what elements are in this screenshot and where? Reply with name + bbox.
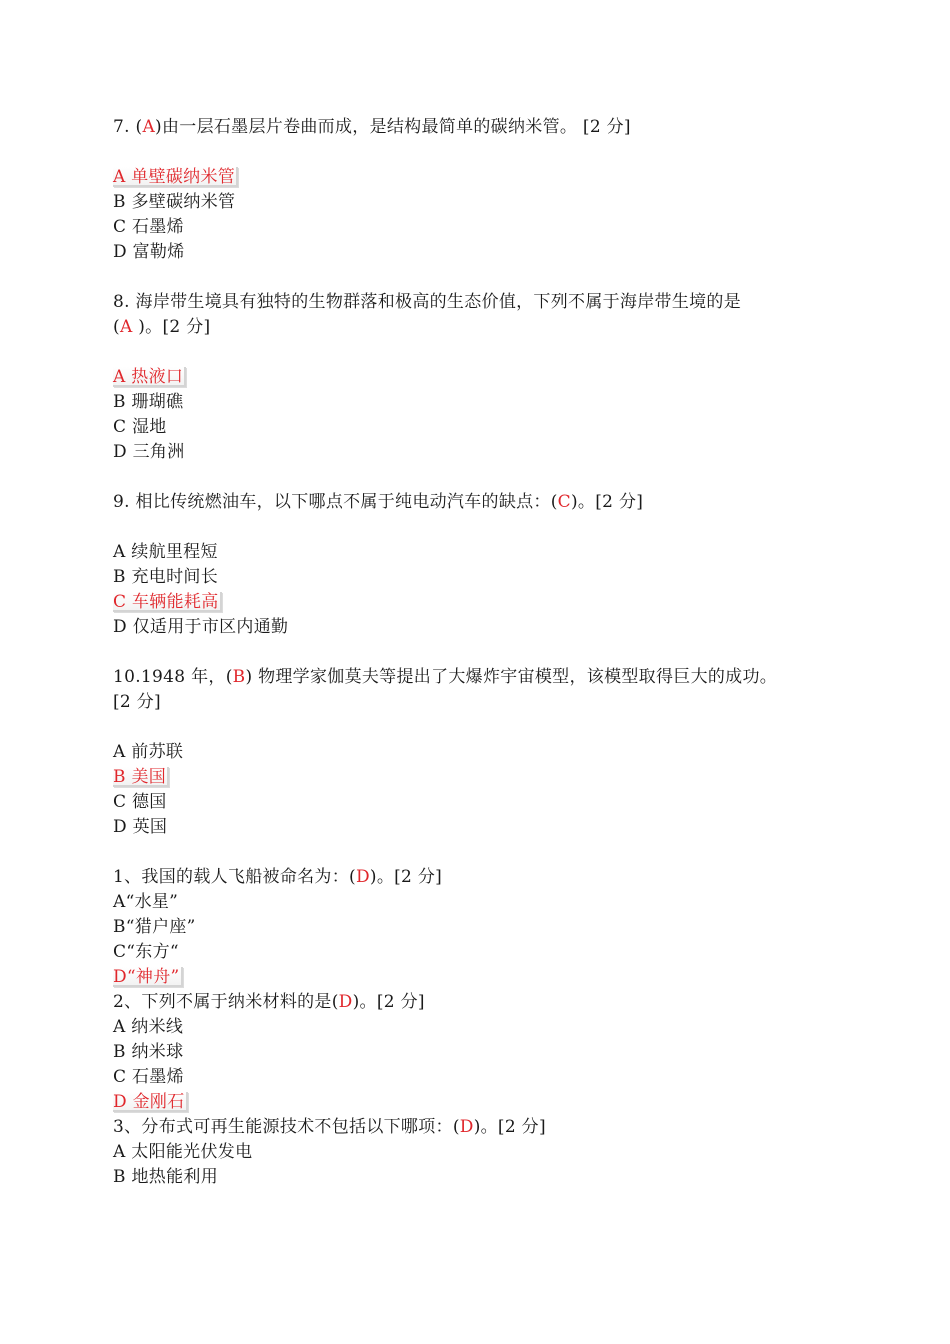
option: D 仅适用于市区内通勤: [113, 617, 289, 637]
answer-mark: D: [355, 867, 370, 887]
question-8-stem: 8. 海岸带生境具有独特的生物群落和极高的生态价值，下列不属于海岸带生境的是: [113, 292, 742, 312]
correct-option: D“神舟”: [113, 967, 183, 987]
question-8-stem-cont: [113, 315, 210, 340]
correct-option: C 车辆能耗高: [113, 592, 222, 612]
question-text: 10.1948 年，(: [113, 667, 233, 687]
option: B 充电时间长: [113, 567, 218, 587]
answer-mark: A: [142, 117, 156, 137]
option: D 英国: [113, 817, 168, 837]
option: A“水星”: [113, 892, 179, 912]
question-s3-stem: [113, 1115, 546, 1140]
option: C 石墨烯: [113, 217, 184, 237]
answer-mark: C: [557, 492, 571, 512]
question-text: )。[2 分]: [132, 317, 211, 337]
question-s2-stem: [113, 990, 425, 1015]
question-10-stem: [113, 665, 777, 690]
question-10-points: [2 分]: [113, 692, 161, 712]
option: C 德国: [113, 792, 167, 812]
answer-mark: D: [459, 1117, 474, 1137]
question-text: )。[2 分]: [570, 492, 644, 512]
question-text: 2、下列不属于纳米材料的是(: [113, 992, 339, 1012]
option: B 珊瑚礁: [113, 392, 184, 412]
question-text: 7. (: [113, 117, 143, 137]
option: C 石墨烯: [113, 1067, 184, 1087]
question-text: 9. 相比传统燃油车，以下哪点不属于纯电动汽车的缺点：(: [113, 492, 558, 512]
question-text: (: [113, 317, 120, 337]
answer-mark: B: [232, 667, 246, 687]
question-text: )。[2 分]: [473, 1117, 546, 1137]
option: A 续航里程短: [113, 542, 218, 562]
question-7-stem: [113, 115, 631, 140]
option: A 太阳能光伏发电: [113, 1142, 253, 1162]
option: C“东方“: [113, 942, 179, 962]
option: C 湿地: [113, 417, 167, 437]
option: B 多壁碳纳米管: [113, 192, 236, 212]
answer-mark: A: [119, 317, 133, 337]
option: A 纳米线: [113, 1017, 184, 1037]
question-text: 1、我国的载人飞船被命名为：(: [113, 867, 356, 887]
question-text: ) 物理学家伽莫夫等提出了大爆炸宇宙模型，该模型取得巨大的成功。: [245, 667, 778, 687]
question-text: )由一层石墨层片卷曲而成，是结构最简单的碳纳米管。 [2 分]: [155, 117, 631, 137]
question-s1-stem: [113, 865, 442, 890]
question-9-stem: [113, 490, 643, 515]
correct-option: D 金刚石: [113, 1092, 188, 1112]
option: A 前苏联: [113, 742, 184, 762]
correct-option: B 美国: [113, 767, 169, 787]
question-text: )。[2 分]: [352, 992, 425, 1012]
option: D 富勒烯: [113, 242, 185, 262]
option: B 纳米球: [113, 1042, 184, 1062]
option: D 三角洲: [113, 442, 185, 462]
question-text: 3、分布式可再生能源技术不包括以下哪项：(: [113, 1117, 460, 1137]
correct-option: A 单壁碳纳米管: [113, 167, 238, 187]
option: B“猎户座”: [113, 917, 196, 937]
answer-mark: D: [338, 992, 353, 1012]
option: B 地热能利用: [113, 1167, 218, 1187]
question-text: )。[2 分]: [369, 867, 443, 887]
correct-option: A 热液口: [113, 367, 186, 387]
